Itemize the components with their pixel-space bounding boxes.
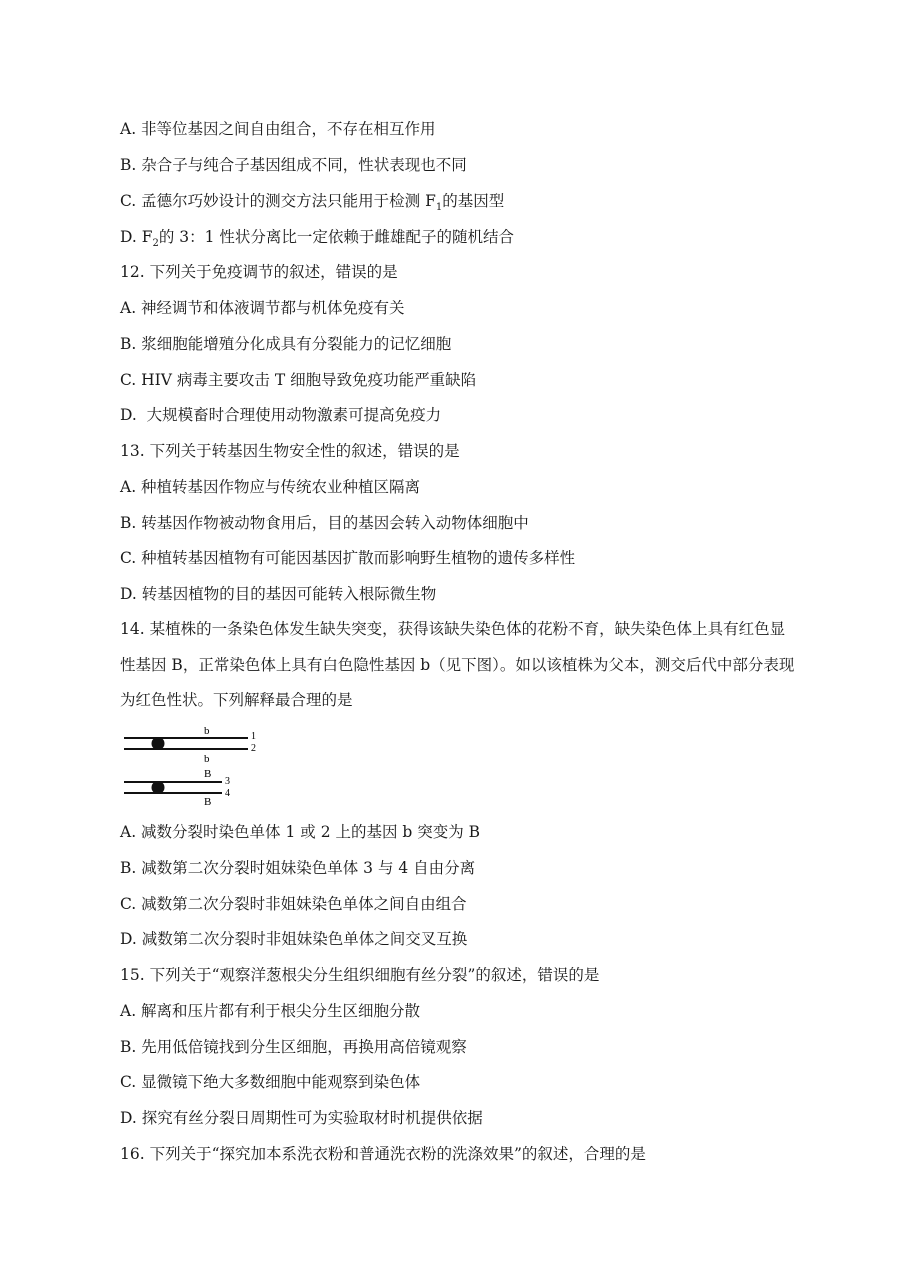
centromere-lower: [152, 781, 165, 794]
q15-option-a: A. 解离和压片都有利于根尖分生区细胞分散: [120, 1002, 421, 1020]
q14-stem: 14. 某植株的一条染色体发生缺失突变，获得该缺失染色体的花粉不育，缺失染色体上具有红色显性基因 B，正常染色体上具有白色隐性基因 b（见下图）。如以该植株为父本，测交后代中部分表现为红色性状。下列解释最合理的是: [120, 620, 795, 710]
q12-option-d: D. 大规模畜时合理使用动物激素可提高免疫力: [120, 406, 442, 424]
q11-option-c-subscript: 1: [435, 202, 443, 214]
q11-option-a: A. 非等位基因之间自由组合，不存在相互作用: [120, 120, 436, 138]
q15-option-d: D. 探究有丝分裂日周期性可为实验取材时机提供依据: [120, 1109, 483, 1127]
q11-option-b: B. 杂合子与纯合子基因组成不同，性状表现也不同: [120, 156, 467, 174]
q14-option-d: D. 减数第二次分裂时非姐妹染色单体之间交叉互换: [120, 930, 468, 948]
q11-option-d-subscript: 2: [152, 238, 159, 250]
gene-B-chromatid-3: B: [204, 768, 212, 780]
q13-stem: 13. 下列关于转基因生物安全性的叙述，错误的是: [120, 442, 460, 460]
label-chromatid-1: 1: [251, 731, 256, 742]
q14-option-b: B. 减数第二次分裂时姐妹染色单体 3 与 4 自由分离: [120, 859, 476, 877]
q16-stem: 16. 下列关于“探究加本系洗衣粉和普通洗衣粉的洗涤效果”的叙述，合理的是: [120, 1145, 646, 1163]
label-chromatid-2: 2: [251, 743, 256, 754]
q13-option-a: A. 种植转基因作物应与传统农业种植区隔离: [120, 478, 421, 496]
q13-option-d: D. 转基因植物的目的基因可能转入根际微生物: [120, 585, 437, 603]
centromere-upper: [152, 737, 165, 750]
chromosome-diagram-svg: [120, 722, 270, 810]
label-chromatid-4: 4: [225, 788, 230, 799]
q11-option-d-tail: 的 3：1 性状分离比一定依赖于雌雄配子的随机结合: [158, 228, 514, 246]
q12-option-c: C. HIV 病毒主要攻击 T 细胞导致免疫功能严重缺陷: [120, 371, 477, 389]
q13-option-b: B. 转基因作物被动物食用后，目的基因会转入动物体细胞中: [120, 514, 529, 532]
gene-B-chromatid-4: B: [204, 796, 212, 808]
chromosome-diagram: [120, 722, 270, 810]
q11-option-d-text: D. F: [120, 228, 153, 246]
q11-option-c-text: C. 孟德尔巧妙设计的测交方法只能用于检测 F: [120, 192, 436, 210]
q14-option-a: A. 减数分裂时染色单体 1 或 2 上的基因 b 突变为 B: [120, 823, 481, 841]
q11-option-c: [120, 191, 505, 214]
q12-option-b: B. 浆细胞能增殖分化成具有分裂能力的记忆细胞: [120, 335, 452, 353]
q15-option-c: C. 显微镜下绝大多数细胞中能观察到染色体: [120, 1073, 421, 1091]
q15-stem: 15. 下列关于“观察洋葱根尖分生组织细胞有丝分裂”的叙述，错误的是: [120, 966, 600, 984]
q11-option-c-tail: 的基因型: [442, 192, 505, 210]
q13-option-c: C. 种植转基因植物有可能因基因扩散而影响野生植物的遗传多样性: [120, 549, 576, 567]
q12-stem: 12. 下列关于免疫调节的叙述，错误的是: [120, 263, 398, 281]
gene-b-chromatid-1: b: [204, 725, 210, 737]
q15-option-b: B. 先用低倍镜找到分生区细胞，再换用高倍镜观察: [120, 1038, 467, 1056]
gene-b-chromatid-2: b: [204, 753, 210, 765]
q12-option-a: A. 神经调节和体液调节都与机体免疫有关: [120, 299, 405, 317]
label-chromatid-3: 3: [225, 776, 230, 787]
q14-option-c: C. 减数第二次分裂时非姐妹染色单体之间自由组合: [120, 895, 467, 913]
q11-option-d: [120, 227, 514, 250]
